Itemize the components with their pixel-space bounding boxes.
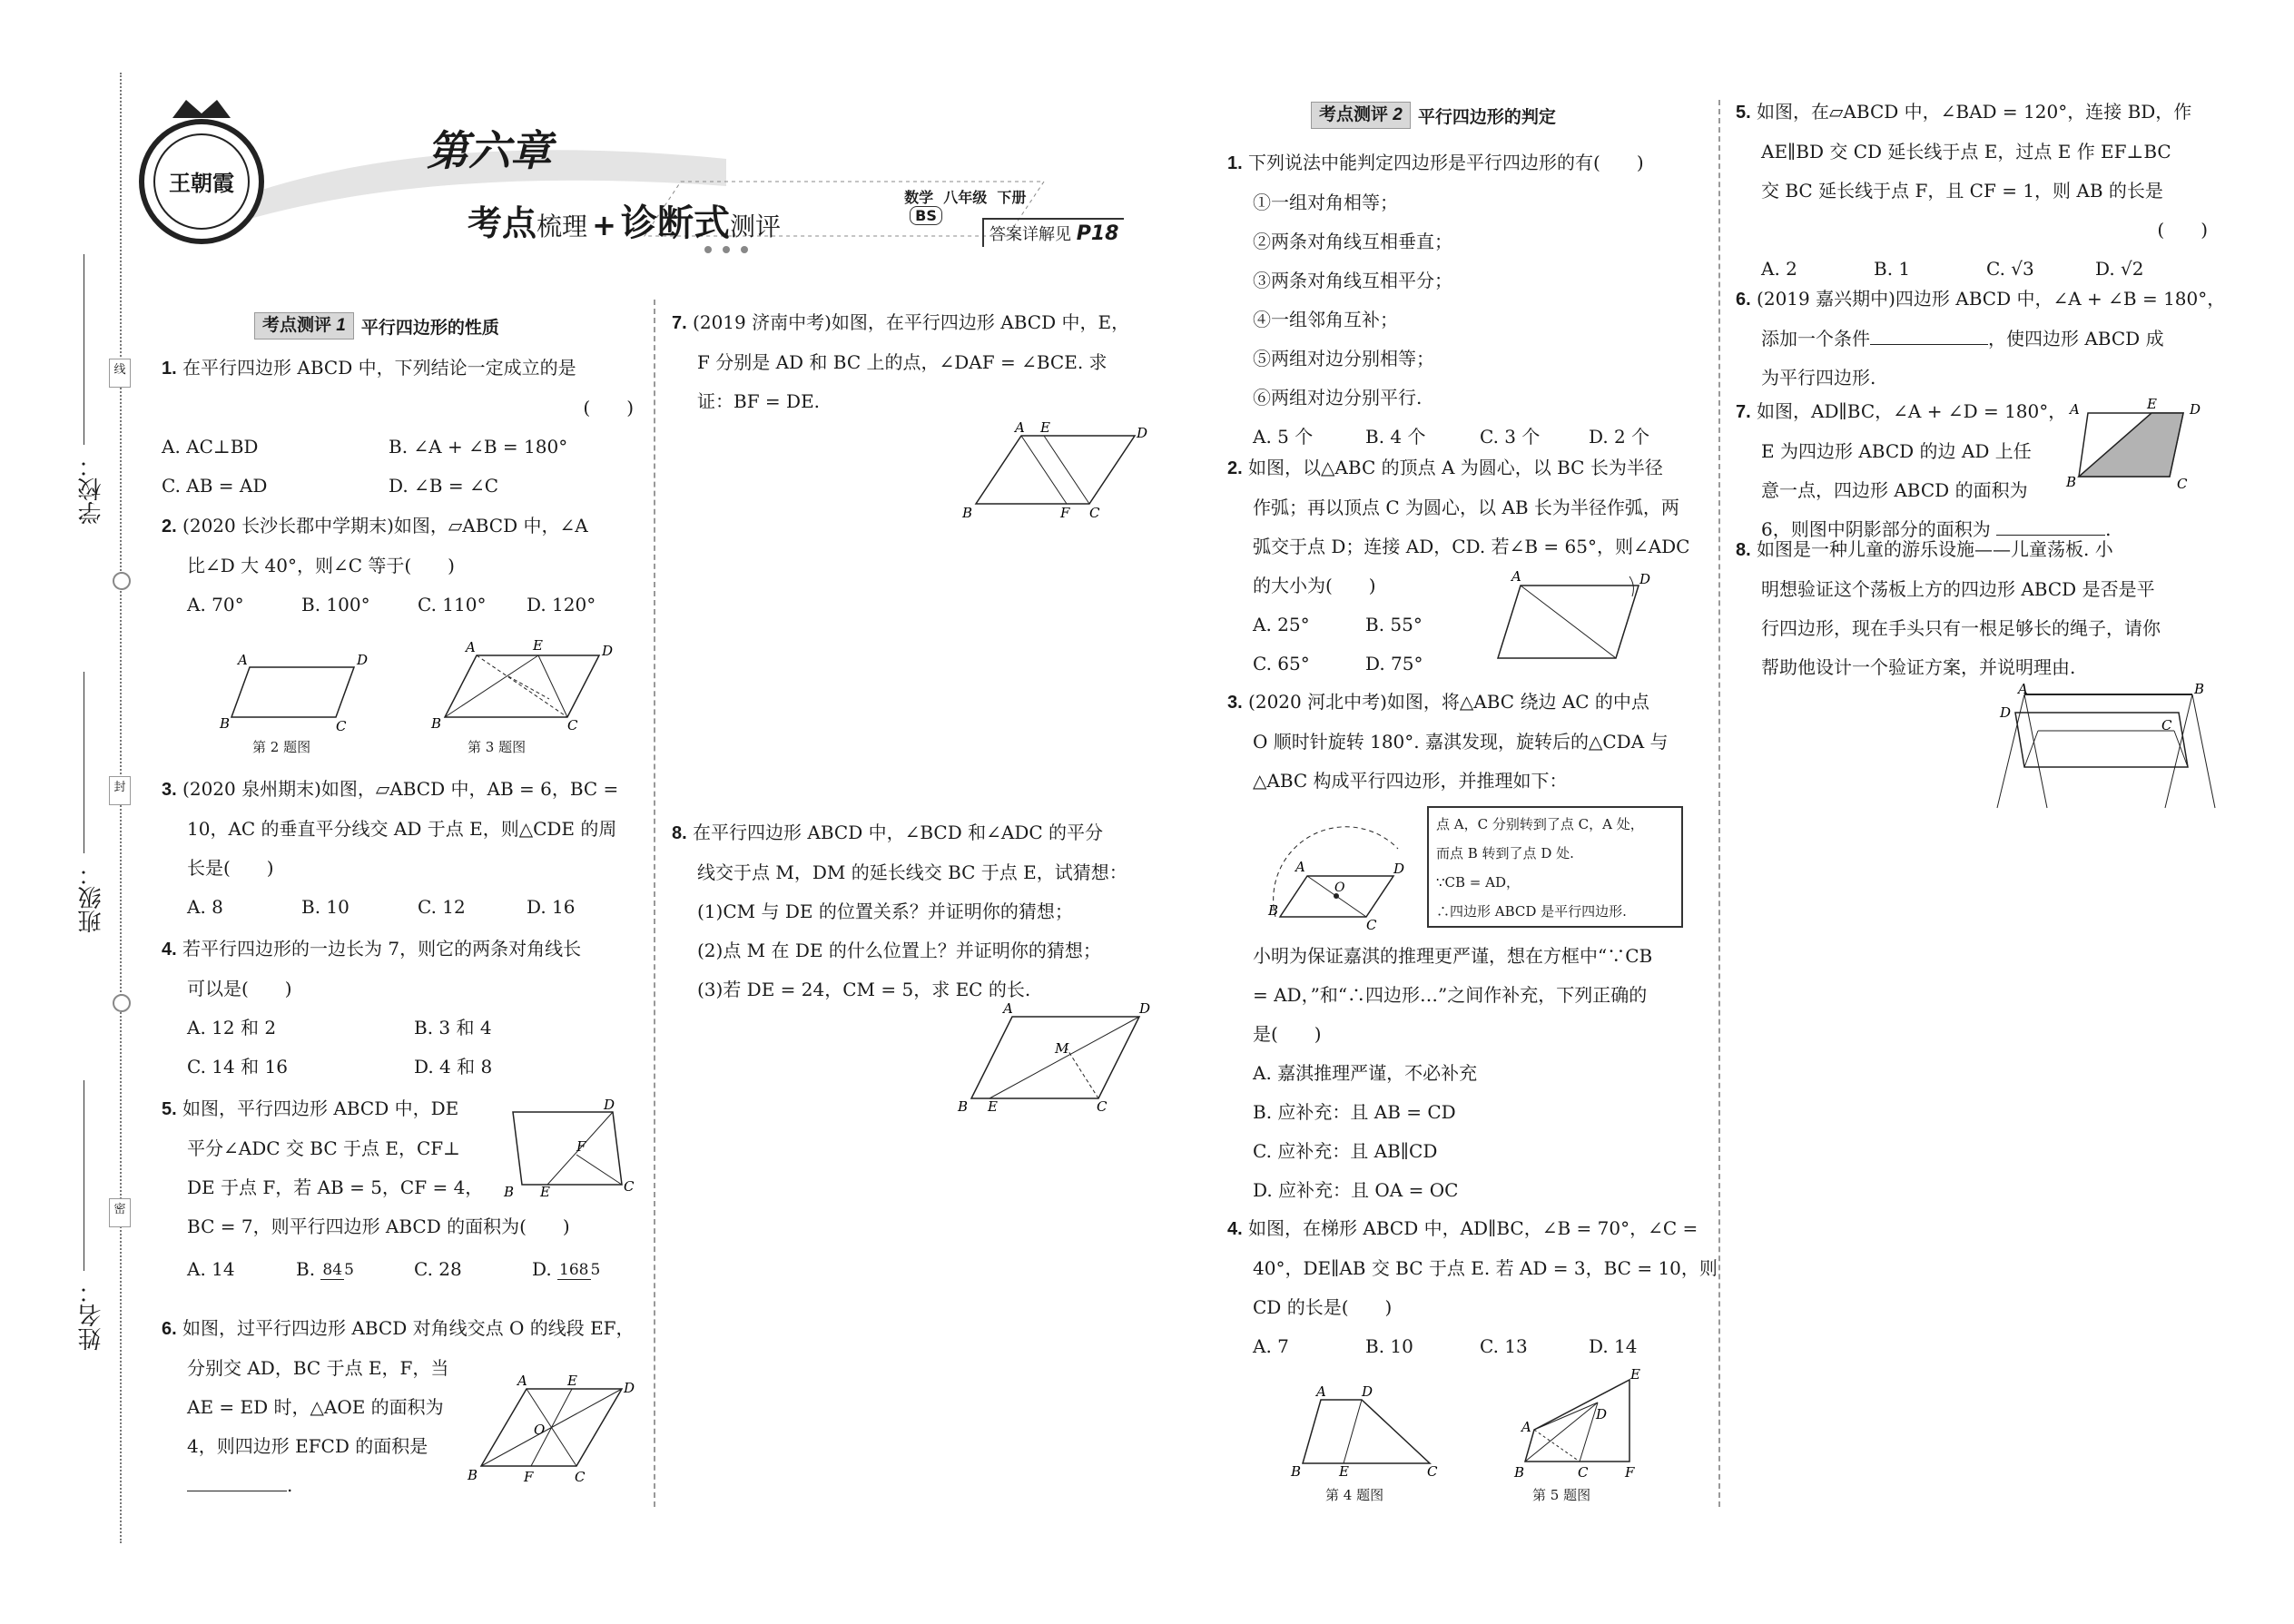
seal-mark-3: 密 bbox=[109, 1198, 131, 1227]
svg-text:C: C bbox=[624, 1178, 635, 1195]
s2-question-3: 3. (2020 河北中考)如图，将△ABC 绕边 AC 的中点 O 顺时针旋转 180°. 嘉淇发现，旋转后的△CDA 与 △ABC 构成平行四边形，并推理如下： bbox=[1227, 691, 1669, 792]
svg-text:D: D bbox=[1393, 861, 1405, 877]
svg-text:D: D bbox=[604, 1097, 615, 1113]
condition-blank[interactable] bbox=[1870, 328, 1988, 345]
svg-text:E: E bbox=[988, 1098, 998, 1115]
svg-text:A: A bbox=[1316, 1383, 1326, 1400]
svg-text:B: B bbox=[1268, 902, 1279, 919]
answer-page: P18 bbox=[1076, 222, 1119, 245]
subtitle-plus: + bbox=[592, 208, 616, 242]
figure-q5 bbox=[486, 1097, 635, 1200]
svg-text:D: D bbox=[602, 643, 614, 659]
svg-text:C: C bbox=[1089, 505, 1100, 521]
svg-text:D: D bbox=[1137, 425, 1148, 441]
chapter-title: 第六章 bbox=[427, 126, 552, 175]
header-subtitle bbox=[468, 194, 781, 246]
svg-text:C: C bbox=[2161, 717, 2172, 733]
shaded-region bbox=[2079, 413, 2183, 477]
school-label: 学校： bbox=[78, 454, 105, 525]
s1-question-6: 6. 如图，过平行四边形 ABCD 对角线交点 O 的线段 EF， 分别交 AD，BC 于点 E，F，当 AE = ED 时，△AOE 的面积为 4，则四边形 EFCD 的面积是 . bbox=[162, 1317, 635, 1496]
svg-text:D: D bbox=[624, 1380, 635, 1396]
svg-text:C: C bbox=[1366, 917, 1377, 933]
subtitle-b: 梳理 bbox=[537, 212, 588, 241]
svg-text:A: A bbox=[238, 652, 248, 668]
svg-text:E: E bbox=[1040, 419, 1050, 436]
reasoning-box: 点 A，C 分别转到了点 C，A 处， 而点 B 转到了点 D 处. ∵CB = AD， ∴四边形 ABCD 是平行四边形. bbox=[1427, 806, 1683, 928]
svg-text:A: A bbox=[1295, 859, 1305, 875]
binding-hole-1 bbox=[113, 572, 131, 590]
svg-text:B: B bbox=[958, 1098, 969, 1115]
figure-q7 bbox=[953, 418, 1153, 527]
caption-q3: 第 3 题图 bbox=[468, 739, 527, 755]
svg-text:B: B bbox=[431, 715, 442, 732]
answer-ref: 答案详解见 P18 bbox=[982, 218, 1124, 247]
svg-text:E: E bbox=[2147, 396, 2157, 412]
caption-s2-q5: 第 5 题图 bbox=[1532, 1487, 1591, 1503]
book-info: 数学 八年级 下册 BS bbox=[904, 189, 1027, 224]
svg-text:B: B bbox=[962, 505, 973, 521]
svg-text:A: A bbox=[2018, 681, 2028, 697]
s2-question-4: 4. 如图，在梯形 ABCD 中，AD∥BC，∠B = 70°，∠C = 40°，DE∥AB 交 BC 于点 E. 若 AD = 3，BC = 10，则 CD 的长是( ) A. 7 B. 10 C. 13 D. 14 bbox=[1227, 1217, 1718, 1357]
subtitle-c: 诊断式 bbox=[621, 202, 731, 244]
svg-text:C: C bbox=[1578, 1464, 1589, 1481]
svg-text:O: O bbox=[1334, 881, 1345, 895]
caption-s2-q4: 第 4 题图 bbox=[1325, 1487, 1384, 1503]
svg-text:B: B bbox=[220, 715, 231, 732]
figure-q6 bbox=[468, 1371, 635, 1484]
svg-text:A: A bbox=[517, 1373, 527, 1389]
figure-r7 bbox=[2061, 390, 2220, 495]
answer-blank[interactable] bbox=[187, 1474, 287, 1491]
svg-text:E: E bbox=[1339, 1463, 1349, 1480]
svg-text:M: M bbox=[1055, 1040, 1069, 1057]
svg-text:B: B bbox=[1291, 1463, 1302, 1480]
svg-text:E: E bbox=[540, 1184, 550, 1200]
book-tag: BS bbox=[910, 206, 942, 225]
question-r7: 7. 如图，AD∥BC，∠A + ∠D = 180°， E 为四边形 ABCD 的边 AD 上任 意一点，四边形 ABCD 的面积为 6，则图中阴影部分的面积为 . bbox=[1736, 400, 2112, 540]
question-r5: 5. 如图，在▱ABCD 中，∠BAD = 120°，连接 BD，作 AE∥BD 交 CD 延长线于点 E，过点 E 作 EF⊥BC 交 BC 延长线于点 F，且 CF = 1，则 AB 的长是 ( ) A. 2 B. 1 C. √3 D. √2 bbox=[1736, 101, 2208, 280]
svg-text:C: C bbox=[575, 1469, 586, 1485]
name-label: 姓名： bbox=[78, 1280, 105, 1351]
svg-text:A: A bbox=[1015, 419, 1025, 436]
seal-mark-2: 封 bbox=[109, 776, 131, 805]
svg-text:C: C bbox=[336, 718, 347, 734]
svg-text:C: C bbox=[1097, 1098, 1108, 1115]
logo-text: 王朝霞 bbox=[169, 170, 234, 196]
svg-text:C: C bbox=[1427, 1463, 1438, 1480]
s2-question-2: 2. 如图，以△ABC 的顶点 A 为圆心，以 BC 长为半径 作弧；再以顶点 C 为圆心，以 AB 长为半径作弧，两 弧交于点 D；连接 AD，CD. 若∠B = 65°，则∠ADC 的大小为( ) A. 25° B. 55° C. 65° D. 75° bbox=[1227, 457, 1690, 674]
svg-text:E: E bbox=[1630, 1366, 1640, 1383]
svg-text:F: F bbox=[1060, 505, 1070, 521]
svg-text:B: B bbox=[2066, 474, 2077, 490]
svg-text:D: D bbox=[2190, 401, 2201, 418]
subtitle-a: 考点 bbox=[468, 203, 537, 243]
svg-text:F: F bbox=[576, 1138, 586, 1155]
question-7: 7. (2019 济南中考)如图，在平行四边形 ABCD 中，E， F 分别是 AD 和 BC 上的点，∠DAF = ∠BCE. 求 证：BF = DE. bbox=[672, 311, 1130, 412]
seal-mark-1: 线 bbox=[109, 359, 131, 388]
svg-text:A: A bbox=[1511, 568, 1521, 585]
column-divider-1 bbox=[654, 300, 655, 1507]
section-1-header: 考点测评 1 平行四边形的性质 bbox=[254, 312, 499, 340]
svg-text:B: B bbox=[1514, 1464, 1525, 1481]
svg-text:D: D bbox=[2000, 704, 2012, 721]
svg-text:O: O bbox=[534, 1422, 546, 1438]
svg-text:E: E bbox=[533, 637, 543, 654]
s1-question-4: 4. 若平行四边形的一边长为 7，则它的两条对角线长 可以是( ) A. 12 和 2 B. 3 和 4 C. 14 和 16 D. 4 和 8 bbox=[162, 938, 582, 1078]
subtitle-d: 测评 bbox=[730, 212, 782, 241]
s1-question-1: 1. 在平行四边形 ABCD 中，下列结论一定成立的是 ( ) A. AC⊥BD B. ∠A + ∠B = 180° C. AB = AD D. ∠B = ∠C bbox=[162, 357, 634, 497]
figure-s2-q4 bbox=[1289, 1382, 1443, 1481]
question-r8: 8. 如图是一种儿童的游乐设施——儿童荡板. 小 明想验证这个荡板上方的四边形 ABCD 是否是平 行四边形，现在手头只有一根足够长的绳子，请你 帮助他设计一个验证方案，并说明理由. bbox=[1736, 538, 2161, 678]
svg-text:B: B bbox=[468, 1467, 478, 1483]
question-r6: 6. (2019 嘉兴期中)四边形 ABCD 中，∠A + ∠B = 180°， 添加一个条件 ，使四边形 ABCD 成 为平行四边形. bbox=[1736, 288, 2226, 389]
svg-text:D: D bbox=[1139, 1000, 1151, 1017]
s1-question-2: 2. (2020 长沙长郡中学期末)如图，▱ABCD 中，∠A 比∠D 大 40°，则∠C 等于( ) A. 70° B. 100° C. 110° D. 120° bbox=[162, 515, 596, 615]
figure-s2-q5 bbox=[1507, 1366, 1643, 1484]
binding-hole-2 bbox=[113, 994, 131, 1012]
svg-text:C: C bbox=[567, 717, 578, 733]
s1-question-3: 3. (2020 泉州期末)如图，▱ABCD 中，AB = 6，BC = 10，AC 的垂直平分线交 AD 于点 E，则△CDE 的周 长是( ) A. 8 B. 10 C. 12 D. 16 bbox=[162, 778, 619, 918]
figure-q3 bbox=[422, 635, 613, 735]
s2-question-1: 1. 下列说法中能判定四边形是平行四边形的有( ) ①一组对角相等； ②两条对角线互相垂直； ③两条对角线互相平分； ④一组邻角互补； ⑤两组对边分别相等； ⑥两组对边分别平行. A. 5 个 B. 4 个 C. 3 个 D. 2 个 bbox=[1227, 152, 1650, 448]
svg-text:A: A bbox=[1521, 1419, 1531, 1435]
svg-text:C: C bbox=[2177, 476, 2188, 492]
s1-question-5: 5. 如图，平行四边形 ABCD 中，DE 平分∠ADC 交 BC 于点 E，CF⊥ DE 于点 F，若 AB = 5，CF = 4， BC = 7，则平行四边形 ABCD 的面积为( ) A. 14 B. 84 5 C. 28 D. 168 5 bbox=[162, 1097, 601, 1280]
s2-question-3-cont: 小明为保证嘉淇的推理更严谨，想在方框中“∵CB = AD，”和“∴四边形…”之间作补充，下列正确的 是( ) A. 嘉淇推理严谨，不必补充 B. 应补充：且 AB = CD C. 应补充：且 AB∥CD D. 应补充：且 OA = OC bbox=[1253, 945, 1653, 1201]
svg-text:A: A bbox=[2070, 401, 2080, 418]
svg-text:D: D bbox=[1596, 1406, 1608, 1422]
svg-text:F: F bbox=[1625, 1464, 1635, 1481]
svg-text:F: F bbox=[524, 1469, 534, 1485]
class-label: 班级： bbox=[78, 862, 105, 933]
svg-text:D: D bbox=[357, 652, 369, 668]
figure-s2-q3 bbox=[1248, 808, 1421, 933]
section-2-header: 考点测评 2 平行四边形的判定 bbox=[1311, 102, 1556, 129]
figure-s2-q2 bbox=[1480, 567, 1652, 676]
column-divider-2 bbox=[1718, 100, 1720, 1507]
svg-text:A: A bbox=[1003, 1000, 1013, 1017]
svg-text:D: D bbox=[1362, 1383, 1373, 1400]
binding-line bbox=[120, 73, 122, 1543]
svg-text:E: E bbox=[567, 1373, 577, 1389]
svg-text:B: B bbox=[2194, 681, 2205, 697]
question-8: 8. 在平行四边形 ABCD 中，∠BCD 和∠ADC 的平分 线交于点 M，DM 的延长线交 BC 于点 E，试猜想： (1)CM 与 DE 的位置关系？并证明你的猜想； (2)点 M 在 DE 的什么位置上？并证明你的猜想； (3)若 DE = 24，CM = 5，求 EC 的长. bbox=[672, 822, 1127, 1000]
svg-text:D: D bbox=[1639, 571, 1651, 587]
figure-q8 bbox=[953, 999, 1153, 1117]
figure-r8-swing bbox=[1984, 681, 2220, 817]
figure-q2 bbox=[209, 645, 381, 735]
caption-q2: 第 2 题图 bbox=[252, 739, 311, 755]
svg-text:B: B bbox=[504, 1184, 515, 1200]
svg-text:A: A bbox=[466, 639, 476, 655]
